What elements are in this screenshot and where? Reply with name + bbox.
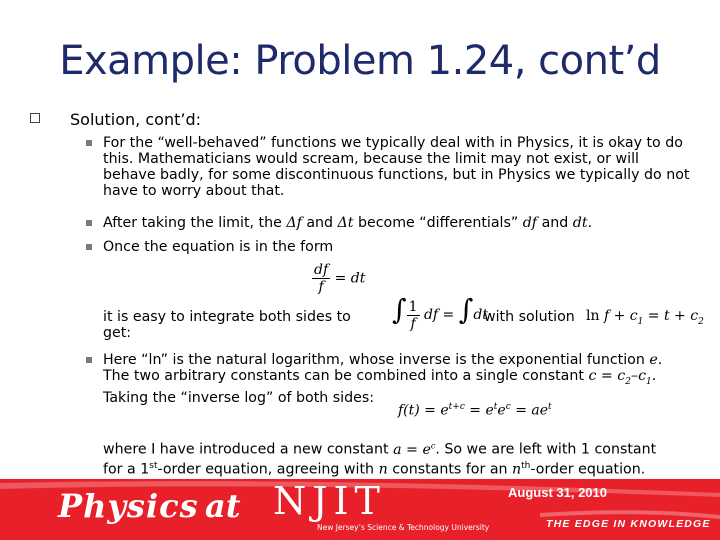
bullet-square-icon [86, 220, 92, 226]
bullet-new-constant: where I have introduced a new constant $a = e^c$. So we are left with 1 constant for a 1st-order equation, agreeing with n constants for an $n^{th}$-order equation. [103, 441, 657, 478]
bullet-square-icon [86, 244, 92, 250]
slide-title: Example: Problem 1.24, cont’d [59, 38, 661, 84]
equation-ln-solution: $\ln f + c_1 = t + c_2$ [586, 308, 704, 327]
at-logo-text: at [205, 487, 241, 525]
physics-logo-text: Physics [58, 487, 199, 525]
bullet-differentials: After taking the limit, the Δf and Δt become “differentials” df and dt. [103, 215, 593, 231]
bullet-equation-form: Once the equation is in the form [103, 239, 334, 255]
with-solution-text: with solution [484, 309, 575, 325]
edge-tagline: THE EDGE IN KNOWLEDGE [546, 518, 711, 530]
njit-tagline: New Jersey’s Science & Technology University [317, 523, 490, 532]
equation-exponential: $f(t) = e^{t+c} = e^te^c = ae^t$ [398, 402, 552, 419]
heading-bullet-icon [30, 113, 40, 123]
equation-integral: ∫ $\frac{1}{f}$ df = ∫dt [392, 293, 488, 332]
integrate-text: it is easy to integrate both sides to get: [103, 309, 351, 341]
bullet-square-icon [86, 357, 92, 363]
equation-df-over-f: $\frac{df}{f}$ = dt [314, 262, 366, 295]
slide-date: August 31, 2010 [508, 485, 607, 500]
njit-logo [265, 479, 525, 537]
bullet-square-icon [86, 140, 92, 146]
bullet-natural-log: Here “ln” is the natural logarithm, whose inverse is the exponential function e. The two arbitrary constants can be combined into a single constant $c = c_2-c_1$. Taking the “inverse log” of both sides: [103, 352, 663, 406]
footer-banner [0, 479, 720, 540]
solution-heading: Solution, cont’d: [70, 110, 201, 129]
bullet-well-behaved: For the “well-behaved” functions we typically deal with in Physics, it is okay to do this. Mathematicians would scream, because the limit may not exist, or will behave badly, for some discontinuous functions, but in Physics we typically do not have to worry about that. [103, 135, 690, 199]
njit-wordmark: NJIT [273, 479, 386, 523]
